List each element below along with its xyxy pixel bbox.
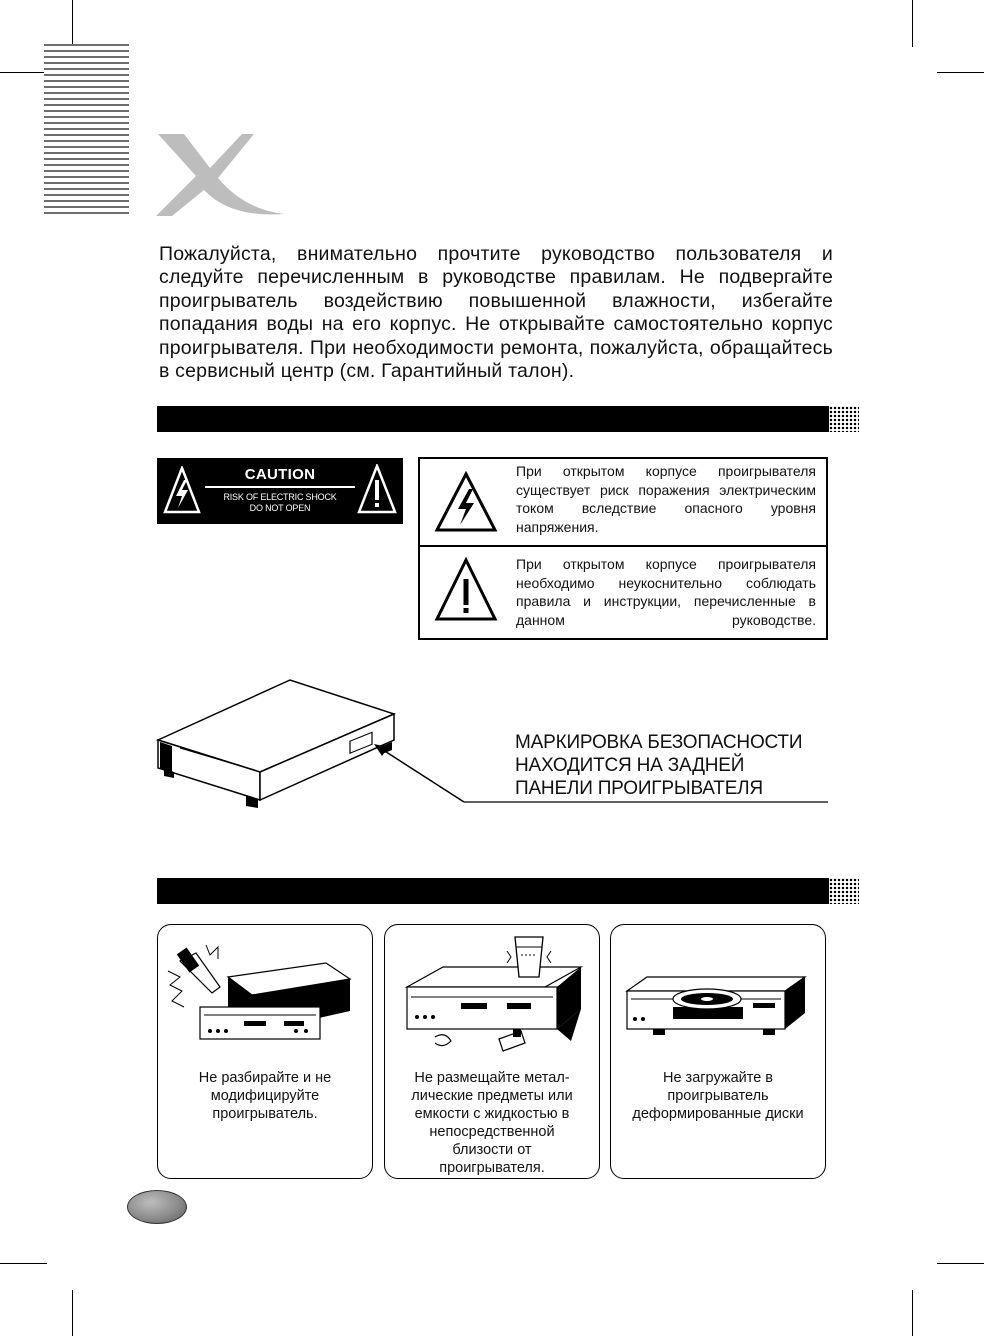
section-bar-dots (829, 878, 859, 904)
section-bar (157, 406, 829, 432)
crop-mark (937, 72, 984, 73)
crop-mark (0, 1263, 47, 1264)
lightning-triangle-icon (163, 466, 201, 514)
section-bar (157, 878, 829, 904)
exclamation-warning-icon (434, 557, 498, 623)
warning-card (157, 924, 373, 1179)
warning-text-2: При открытом корпусе проигрывателя необходимо неукоснительно соблюдать правила и инструкции, перечисленные в данном руководстве. (516, 556, 816, 628)
crop-mark (937, 1263, 984, 1264)
safety-marking-line-1: МАРКИРОВКА БЕЗОПАСНОСТИ (515, 732, 803, 753)
caution-title: CAUTION (244, 466, 316, 483)
exclamation-triangle-icon (357, 464, 397, 514)
card-caption: Не разбирайте и не модифицируйте проигрыватель. (198, 1070, 332, 1122)
card-caption: Не размещайте метал- лические предметы или емкости с жидкостью в непосредственной близости от проигрывателя. (411, 1070, 573, 1176)
crop-mark (0, 72, 47, 73)
caution-line-2: DO NOT OPEN (249, 503, 311, 513)
caution-divider (205, 486, 355, 488)
warning-card (610, 924, 826, 1179)
safety-marking-line-2: НАХОДИТСЯ НА ЗАДНЕЙ (515, 755, 745, 776)
crop-mark (912, 0, 913, 47)
caution-label (157, 458, 403, 524)
warning-card (384, 924, 600, 1179)
glass-on-player-icon (395, 931, 591, 1063)
section-bar-dots (829, 406, 859, 432)
safety-marking-label (515, 731, 835, 800)
screwdriver-player-icon (166, 941, 364, 1059)
warnings-divider (420, 545, 826, 547)
lightning-warning-icon (434, 471, 498, 533)
warped-disc-player-icon (623, 965, 815, 1045)
intro-paragraph: Пожалуйста, внимательно прочтите руководство пользователя и следуйте перечисленным в руководстве правилам. Не подвергайте проигрыватель воздействию повышенной влажности, избегайте попадания воды на его корпус. Не открывайте самостоятельно корпус проигрывателя. При необходимости ремонта, пожалуйста, обращайтесь в сервисный центр (см. Гарантийный талон). (159, 243, 833, 383)
caution-line-1: RISK OF ELECTRIC SHOCK (223, 492, 337, 502)
crop-mark (72, 1290, 73, 1336)
crop-mark (72, 0, 73, 47)
crop-mark (912, 1290, 913, 1336)
safety-marking-line-3: ПАНЕЛИ ПРОИГРЫВАТЕЛЯ (515, 778, 763, 799)
warnings-box (418, 457, 828, 640)
warning-text-1: При открытом корпусе проигрывателя существует риск поражения электрическим током вследствие опасного уровня напряжения. (516, 463, 816, 535)
header-stripes (44, 44, 129, 216)
card-caption: Не загружайте в проигрыватель деформированные диски (632, 1070, 804, 1122)
page-number-badge (127, 1190, 187, 1224)
x-logo-icon (150, 128, 290, 218)
